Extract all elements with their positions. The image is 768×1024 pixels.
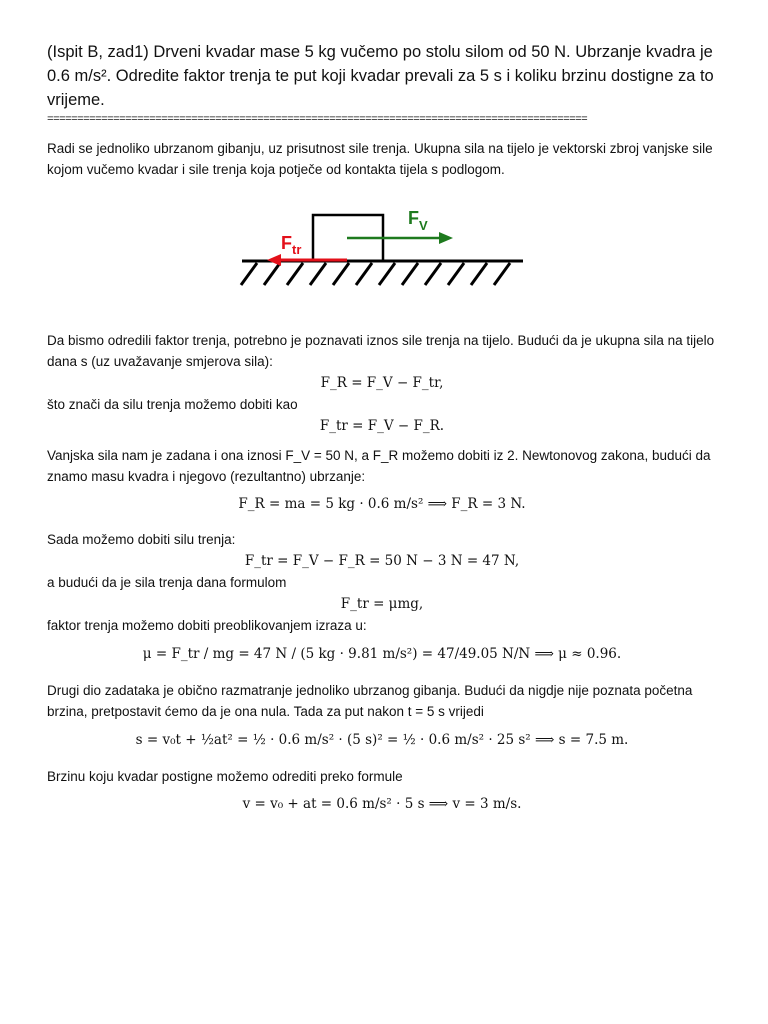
equation-distance: s = v₀t + ½at² = ½ · 0.6 m/s² · (5 s)² = ½ · 0.6 m/s² · 25 s² ⟹ s = 7.5 m. xyxy=(135,732,629,748)
equation-friction-value: F_tr = F_V − F_R = 50 N − 3 N = 47 N, xyxy=(244,553,520,569)
document-page xyxy=(47,40,717,821)
friction-arrow xyxy=(267,254,347,266)
paragraph-coefficient: faktor trenja možemo dobiti preoblikovanjem izraza u: xyxy=(47,618,367,633)
paragraph-intro: Radi se jednoliko ubrzanom gibanju, uz prisutnost sile trenja. Ukupna sila na tijelo je vektorski zbroj vanjske sile kojom vučemo kvadar i sile trenja koja potječe od kontakta tijela s podlogom. xyxy=(47,141,713,177)
paragraph-friction-from: što znači da silu trenja možemo dobiti kao xyxy=(47,397,298,412)
force-diagram-svg xyxy=(47,180,717,330)
paragraph-friction-formula: a budući da je sila trenja dana formulom xyxy=(47,575,287,590)
applied-force-arrow xyxy=(347,232,453,244)
ground-hatching xyxy=(241,263,510,285)
equation-velocity: v = v₀ + at = 0.6 m/s² · 5 s ⟹ v = 3 m/s. xyxy=(242,796,522,812)
friction-label: $F_{tr}$ xyxy=(281,233,302,257)
equation-friction: F_tr = F_V − F_R. xyxy=(319,418,445,434)
equation-net-force: F_R = F_V − F_tr, xyxy=(320,375,444,391)
equation-friction-formula: F_tr = μmg, xyxy=(340,596,424,612)
separator-line: ========================================================================================== xyxy=(47,114,588,126)
paragraph-velocity: Brzinu koju kvadar postigne možemo odrediti preko formule xyxy=(47,769,403,784)
paragraph-newton: Vanjska sila nam je zadana i ona iznosi F_V = 50 N, a F_R možemo dobiti iz 2. Newtonovog zakona, budući da znamo masu kvadra i njegovo (rezultantno) ubrzanje: xyxy=(47,448,711,484)
paragraph-distance: Drugi dio zadataka je obično razmatranje jednoliko ubrzanog gibanja. Budući da nigdje nije poznata početna brzina, pretpostavit ćemo da je ona nula. Tada za put nakon t = 5 s vrijedi xyxy=(47,683,693,719)
equation-coefficient: μ = F_tr / mg = 47 N / (5 kg · 9.81 m/s²) = 47/49.05 N/N ⟹ μ ≈ 0.96. xyxy=(142,646,622,662)
problem-statement: (Ispit B, zad1) Drveni kvadar mase 5 kg vučemo po stolu silom od 50 N. Ubrzanje kvadra je 0.6 m/s². Odredite faktor trenja te put koji kvadar prevali za 5 s i koliku brzinu dostigne za to vrijeme. xyxy=(47,43,714,109)
paragraph-friction-calc: Sada možemo dobiti silu trenja: xyxy=(47,532,236,547)
force-diagram xyxy=(47,180,717,330)
paragraph-friction-need: Da bismo odredili faktor trenja, potrebno je poznavati iznos sile trenja na tijelo. Budući da je ukupna sila na tijelo dana s (uz uvažavanje smjerova sila): xyxy=(47,333,715,369)
equation-resultant: F_R = ma = 5 kg · 0.6 m/s² ⟹ F_R = 3 N. xyxy=(238,496,526,512)
applied-force-label: $F_V$ xyxy=(408,208,428,233)
